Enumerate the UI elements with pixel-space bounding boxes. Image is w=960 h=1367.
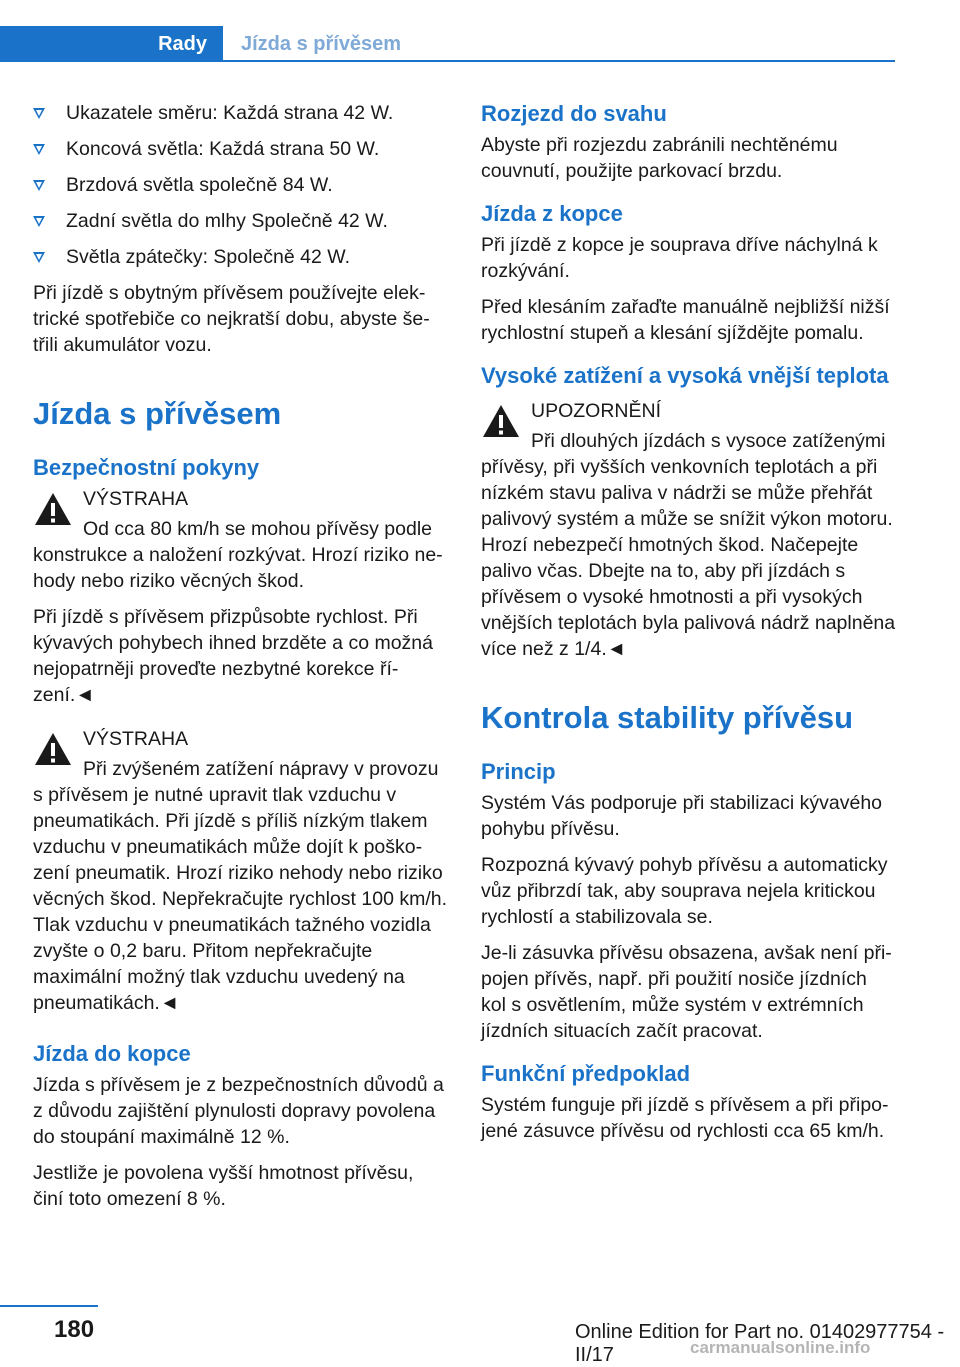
triangle-bullet-icon: [33, 144, 45, 155]
list-item: Světla zpátečky: Společně 42 W.: [33, 244, 448, 270]
footer-rule: [0, 1305, 98, 1307]
paragraph: Před klesáním zařaďte manuálně nejbližší nižší rychlostní stupeň a klesání sjíždějte pomalu.: [481, 296, 890, 344]
paragraph: Je-li zásuvka přívěsu obsazena, avšak není připojen přívěs, např. při použití nosiče jízdních kol s osvětlením, může systém v extrémních jízdních situacích začít pracovat.: [481, 942, 892, 1042]
caution-text: Při dlouhých jízdách s vysoce zatíženými přívěsy, při vyšších venkovních teplotách a při nízkém stavu paliva v nádrži se může přehřát palivový systém a může se snížit výkon motoru. Hrozí nebezpečí hmotných škod. Načepejte palivo včas. Dbejte na to, aby při jízdách s přívěsem o vysoké hmotnosti a při vysokých vnějších teplotách byla palivová nádrž naplněna více než z 1/4.◄: [481, 430, 896, 660]
subsection-heading: Bezpečnostní pokyny: [33, 455, 260, 480]
section-heading: Kontrola stability přívěsu: [481, 700, 854, 735]
paragraph: Při jízdě z kopce je souprava dříve náchylná k rozkývání.: [481, 234, 878, 282]
right-column: [481, 100, 896, 1154]
paragraph: Abyste při rozjezdu zabránili nechtěnému couvnutí, použijte parkovací brzdu.: [481, 134, 838, 182]
list-item: Ukazatele směru: Každá strana 42 W.: [33, 100, 448, 126]
warning-title: VÝSTRAHA: [83, 488, 189, 510]
edition-note: Online Edition for Part no. 01402977754 - II/17: [575, 1321, 945, 1366]
paragraph: Jestliže je povolena vyšší hmotnost přívěsu, činí toto omezení 8 %.: [33, 1162, 414, 1210]
paragraph: Jízda s přívěsem je z bezpečnostních důvodů a z důvodu zajištění plynulosti dopravy povolena do stoupání maximálně 12 %.: [33, 1074, 444, 1148]
warning-block: [33, 726, 448, 1016]
list-item: Koncová světla: Každá strana 50 W.: [33, 136, 448, 162]
warning-text: Od cca 80 km/h se mohou přívěsy podle konstrukce a naložení rozkývat. Hrozí riziko nehody nebo riziko věcných škod.: [33, 518, 443, 592]
list-item: Brzdová světla společně 84 W.: [33, 172, 448, 198]
subsection-heading: Rozjezd do svahu: [481, 101, 667, 126]
paragraph: Rozpozná kývavý pohyb přívěsu a automaticky vůz přibrzdí tak, aby souprava nejela kritickou rychlostí a stabilizovala se.: [481, 854, 888, 928]
warning-triangle-icon: [33, 730, 73, 770]
caution-block: [481, 398, 896, 662]
triangle-bullet-icon: [33, 252, 45, 263]
subsection-heading: Jízda do kopce: [33, 1041, 191, 1066]
warning-block: [33, 486, 448, 594]
paragraph: Systém funguje při jízdě s přívěsem a při připojené zásuvce přívěsu od rychlosti cca 65 km/h.: [481, 1094, 889, 1142]
warning-title: VÝSTRAHA: [83, 728, 189, 750]
warning-triangle-icon: [481, 402, 521, 442]
caution-title: UPOZORNĚNÍ: [531, 400, 662, 422]
triangle-bullet-icon: [33, 108, 45, 119]
chapter-title: Jízda s přívěsem: [241, 33, 402, 55]
section-tab[interactable]: [0, 26, 223, 62]
warning-triangle-icon: [33, 490, 73, 530]
subsection-heading: Funkční předpoklad: [481, 1061, 691, 1086]
paragraph: Při jízdě s přívěsem přizpůsobte rychlost. Při kývavých pohybech ihned brzděte a co možná nejopatrněji proveďte nezbytné korekce řízení.◄: [33, 606, 433, 706]
list-item: Zadní světla do mlhy Společně 42 W.: [33, 208, 448, 234]
triangle-bullet-icon: [33, 180, 45, 191]
subsection-heading: Jízda z kopce: [481, 201, 623, 226]
paragraph: Systém Vás podporuje při stabilizaci kývavého pohybu přívěsu.: [481, 792, 883, 840]
triangle-bullet-icon: [33, 216, 45, 227]
page-header: [0, 0, 960, 64]
paragraph: Při jízdě s obytným přívěsem používejte elektrické spotřebiče co nejkratší dobu, abyste šetřili akumulátor vozu.: [33, 282, 430, 356]
left-column: [33, 100, 448, 1222]
page-number: 180: [54, 1316, 95, 1343]
subsection-heading: Princip: [481, 759, 556, 784]
section-heading: Jízda s přívěsem: [33, 396, 282, 431]
warning-text: Při zvýšeném zatížení nápravy v provozu s přívěsem je nutné upravit tlak vzduchu v pneumatikách. Při jízdě s příliš nízkým tlakem vzduchu v pneumatikách může dojít k poškození pneumatik. Hrozí riziko nehody nebo riziko věcných škod. Nepřekračujte rychlost 100 km/h. Tlak vzduchu v pneumatikách tažného vozidla zvyšte o 0,2 baru. Přitom nepřekračujte maximální možný tlak vzduchu uvedený na pneumatikách.◄: [33, 758, 448, 1014]
watermark: carmanualsonline.info: [690, 1338, 871, 1357]
header-rule: [223, 60, 895, 62]
section-tab-label: Rady: [158, 32, 207, 55]
subsection-heading: Vysoké zatížení a vysoká vnější teplota: [481, 363, 889, 388]
